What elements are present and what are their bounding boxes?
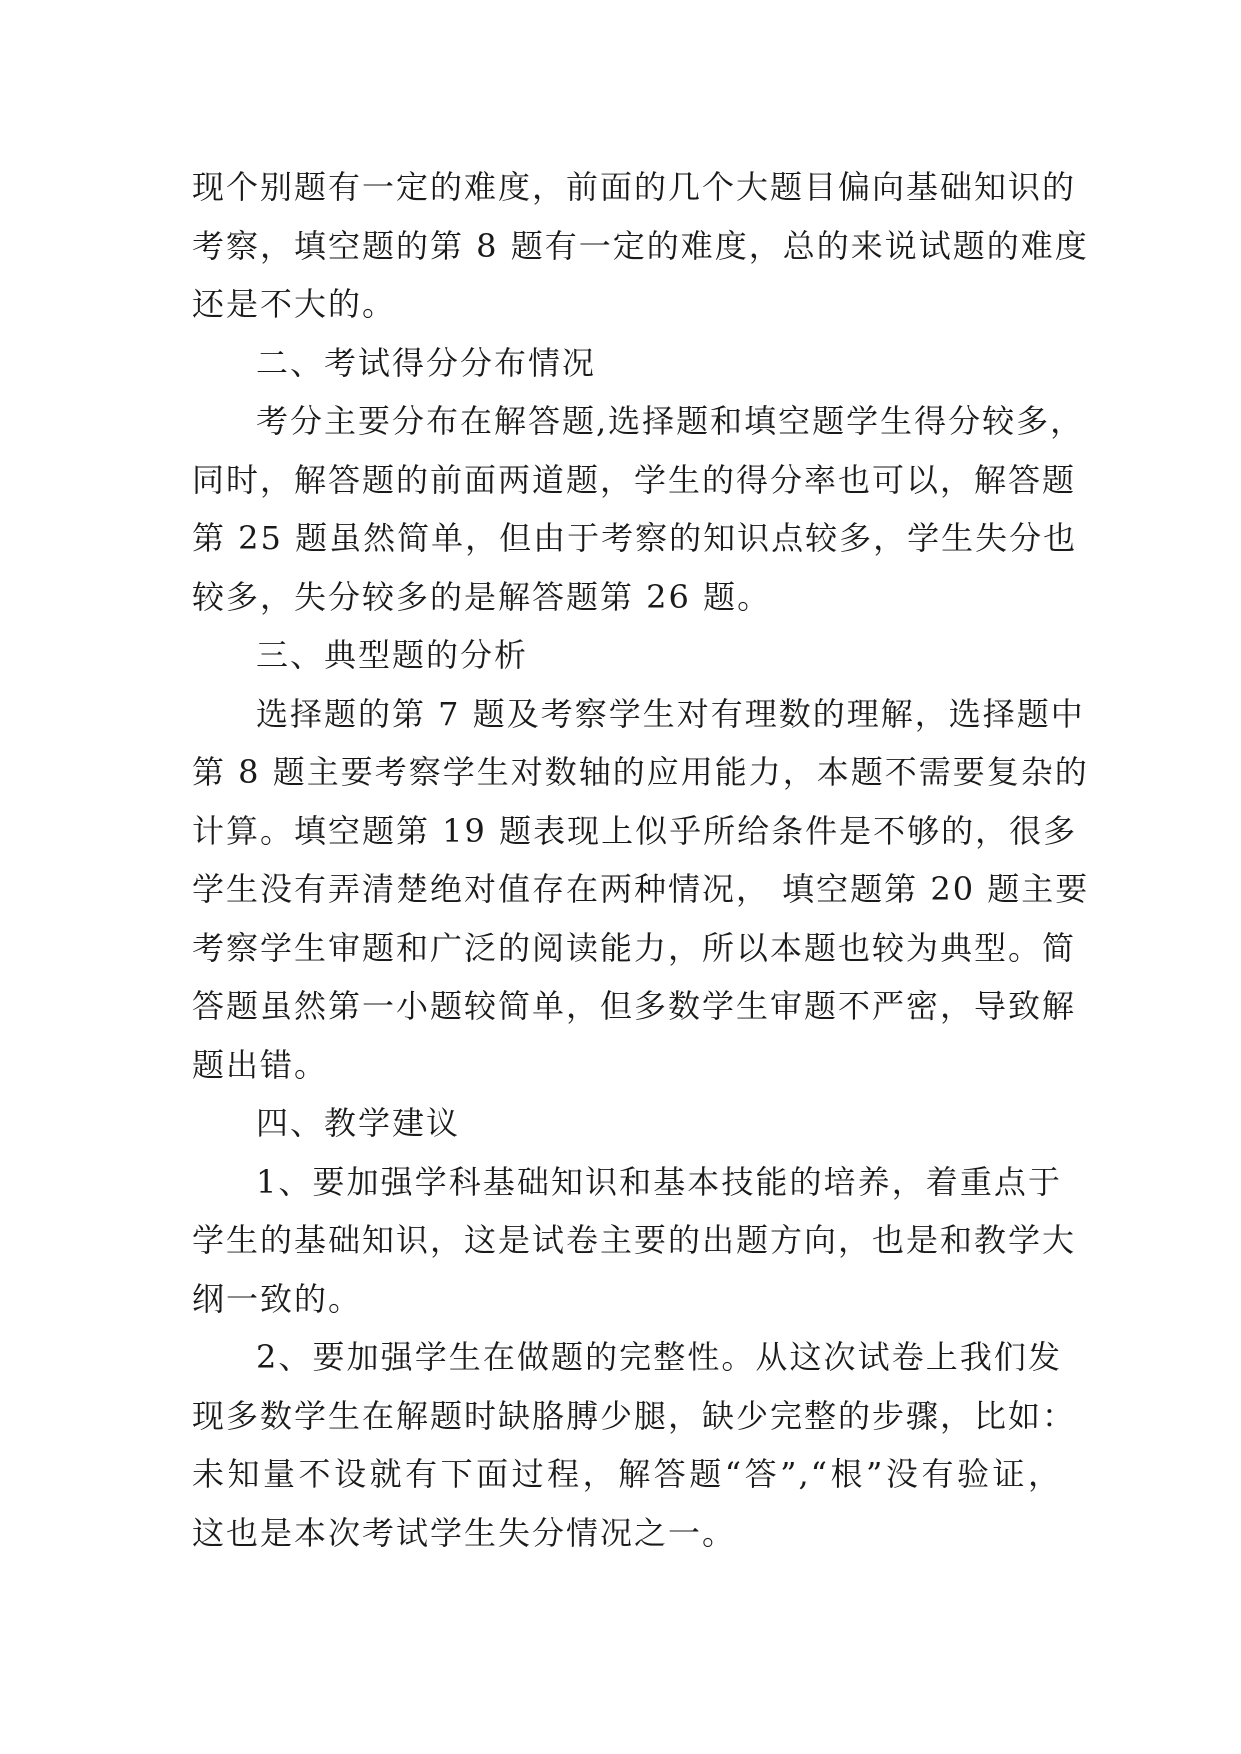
paragraph-first-line: 2、要加强学生在做题的完整性。从这次试卷上我们发 (256, 1338, 1062, 1376)
paragraph-line: 学生的基础知识，这是试卷主要的出题方向，也是和教学大 (192, 1221, 1077, 1259)
paragraph-last-line: 纲一致的。 (192, 1279, 363, 1318)
paragraph-line: 计算。填空题第 19 题表现上似乎所给条件是不够的，很多 (192, 811, 1078, 850)
paragraph-line: 考察学生审题和广泛的阅读能力，所以本题也较为典型。简 (192, 928, 1077, 967)
paragraph-line: 同时，解答题的前面两道题，学生的得分率也可以，解答题 (192, 460, 1077, 499)
paragraph-line: 第 8 题主要考察学生对数轴的应用能力，本题不需要复杂的 (192, 753, 1089, 791)
paragraph-line: 现个别题有一定的难度，前面的几个大题目偏向基础知识的 (192, 168, 1077, 206)
section-heading: 三、典型题的分析 (256, 636, 529, 674)
paragraph-line: 第 25 题虽然简单，但由于考察的知识点较多，学生失分也 (192, 519, 1078, 557)
paragraph-first-line: 选择题的第 7 题及考察学生对有理数的理解，选择题中 (256, 694, 1085, 733)
paragraph-last-line: 还是不大的。 (192, 285, 397, 323)
paragraph-line: 未知量不设就有下面过程，解答题“答”,“根”没有验证， (192, 1455, 1062, 1493)
paragraph-line: 答题虽然第一小题较简单，但多数学生审题不严密，导致解 (192, 987, 1077, 1025)
paragraph-line: 学生没有弄清楚绝对值存在两种情况， 填空题第 20 题主要 (192, 870, 1090, 908)
paragraph-last-line: 较多，失分较多的是解答题第 26 题。 (192, 577, 772, 616)
section-heading: 四、教学建议 (256, 1104, 461, 1142)
paragraph-line: 现多数学生在解题时缺胳膊少腿，缺少完整的步骤，比如： (192, 1396, 1077, 1435)
section-heading: 二、考试得分分布情况 (256, 343, 597, 382)
paragraph-last-line: 这也是本次考试学生失分情况之一。 (192, 1513, 737, 1552)
paragraph-last-line: 题出错。 (192, 1045, 329, 1084)
paragraph-first-line: 1、要加强学科基础知识和基本技能的培养，着重点于 (256, 1162, 1062, 1201)
document-body (192, 158, 1090, 1562)
paragraph-line: 考察，填空题的第 8 题有一定的难度，总的来说试题的难度 (192, 226, 1089, 265)
paragraph-first-line: 考分主要分布在解答题,选择题和填空题学生得分较多， (256, 402, 1085, 440)
